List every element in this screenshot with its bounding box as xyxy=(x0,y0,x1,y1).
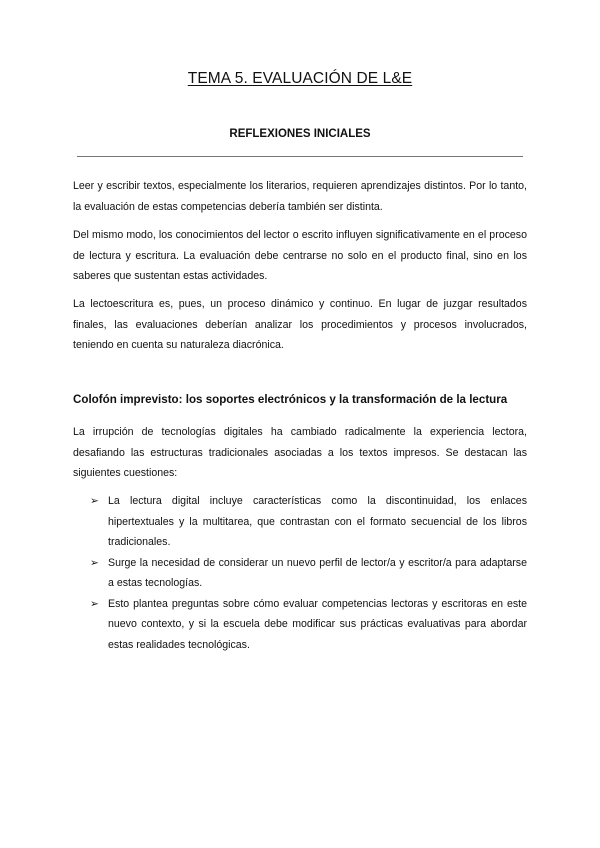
list-item xyxy=(90,594,527,656)
section-heading: Colofón imprevisto: los soportes electrónicos y la transformación de la lectura xyxy=(73,393,508,406)
paragraph-2: Del mismo modo, los conocimientos del lector o escrito influyen significativamente en el proceso de lectura y escritura. La evaluación debe centrarse no solo en el producto final, sino en los saberes que sustentan estas actividades. xyxy=(73,229,527,282)
list-item-text: La lectura digital incluye características como la discontinuidad, los enlaces hipertextuales y la multitarea, que contrastan con el formato secuencial de los libros tradicionales. xyxy=(108,495,527,548)
arrow-bullet-icon: ➢ xyxy=(90,597,99,610)
arrow-bullet-icon: ➢ xyxy=(90,495,99,507)
section-intro-paragraph: La irrupción de tecnologías digitales ha cambiado radicalmente la experiencia lectora, desafiando las estructuras tradicionales asociadas a los textos impresos. Se destacan las siguientes cuestiones: xyxy=(73,426,527,479)
list-item xyxy=(90,553,527,594)
paragraph-3: La lectoescritura es, pues, un proceso dinámico y continuo. En lugar de juzgar resultados finales, las evaluaciones deberían analizar los procedimientos y procesos involucrados, teniendo en cuenta su naturaleza diacrónica. xyxy=(73,298,527,351)
list-item-text: Esto plantea preguntas sobre cómo evaluar competencias lectoras y escritoras en este nuevo contexto, y si la escuela debe modificar sus prácticas evaluativas para abordar estas realidades tecnológicas. xyxy=(108,597,527,651)
bullet-list xyxy=(90,491,527,655)
list-item-text: Surge la necesidad de considerar un nuevo perfil de lector/a y escritor/a para adaptarse a estas tecnologías. xyxy=(108,556,527,589)
paragraph-1: Leer y escribir textos, especialmente los literarios, requieren aprendizajes distintos. Por lo tanto, la evaluación de estas competencias debería también ser distinta. xyxy=(73,180,527,213)
list-item xyxy=(90,491,527,553)
horizontal-divider xyxy=(77,156,523,157)
document-title: TEMA 5. EVALUACIÓN DE L&E xyxy=(187,70,413,87)
arrow-bullet-icon: ➢ xyxy=(90,556,99,569)
section-subtitle: REFLEXIONES INICIALES xyxy=(229,128,371,140)
